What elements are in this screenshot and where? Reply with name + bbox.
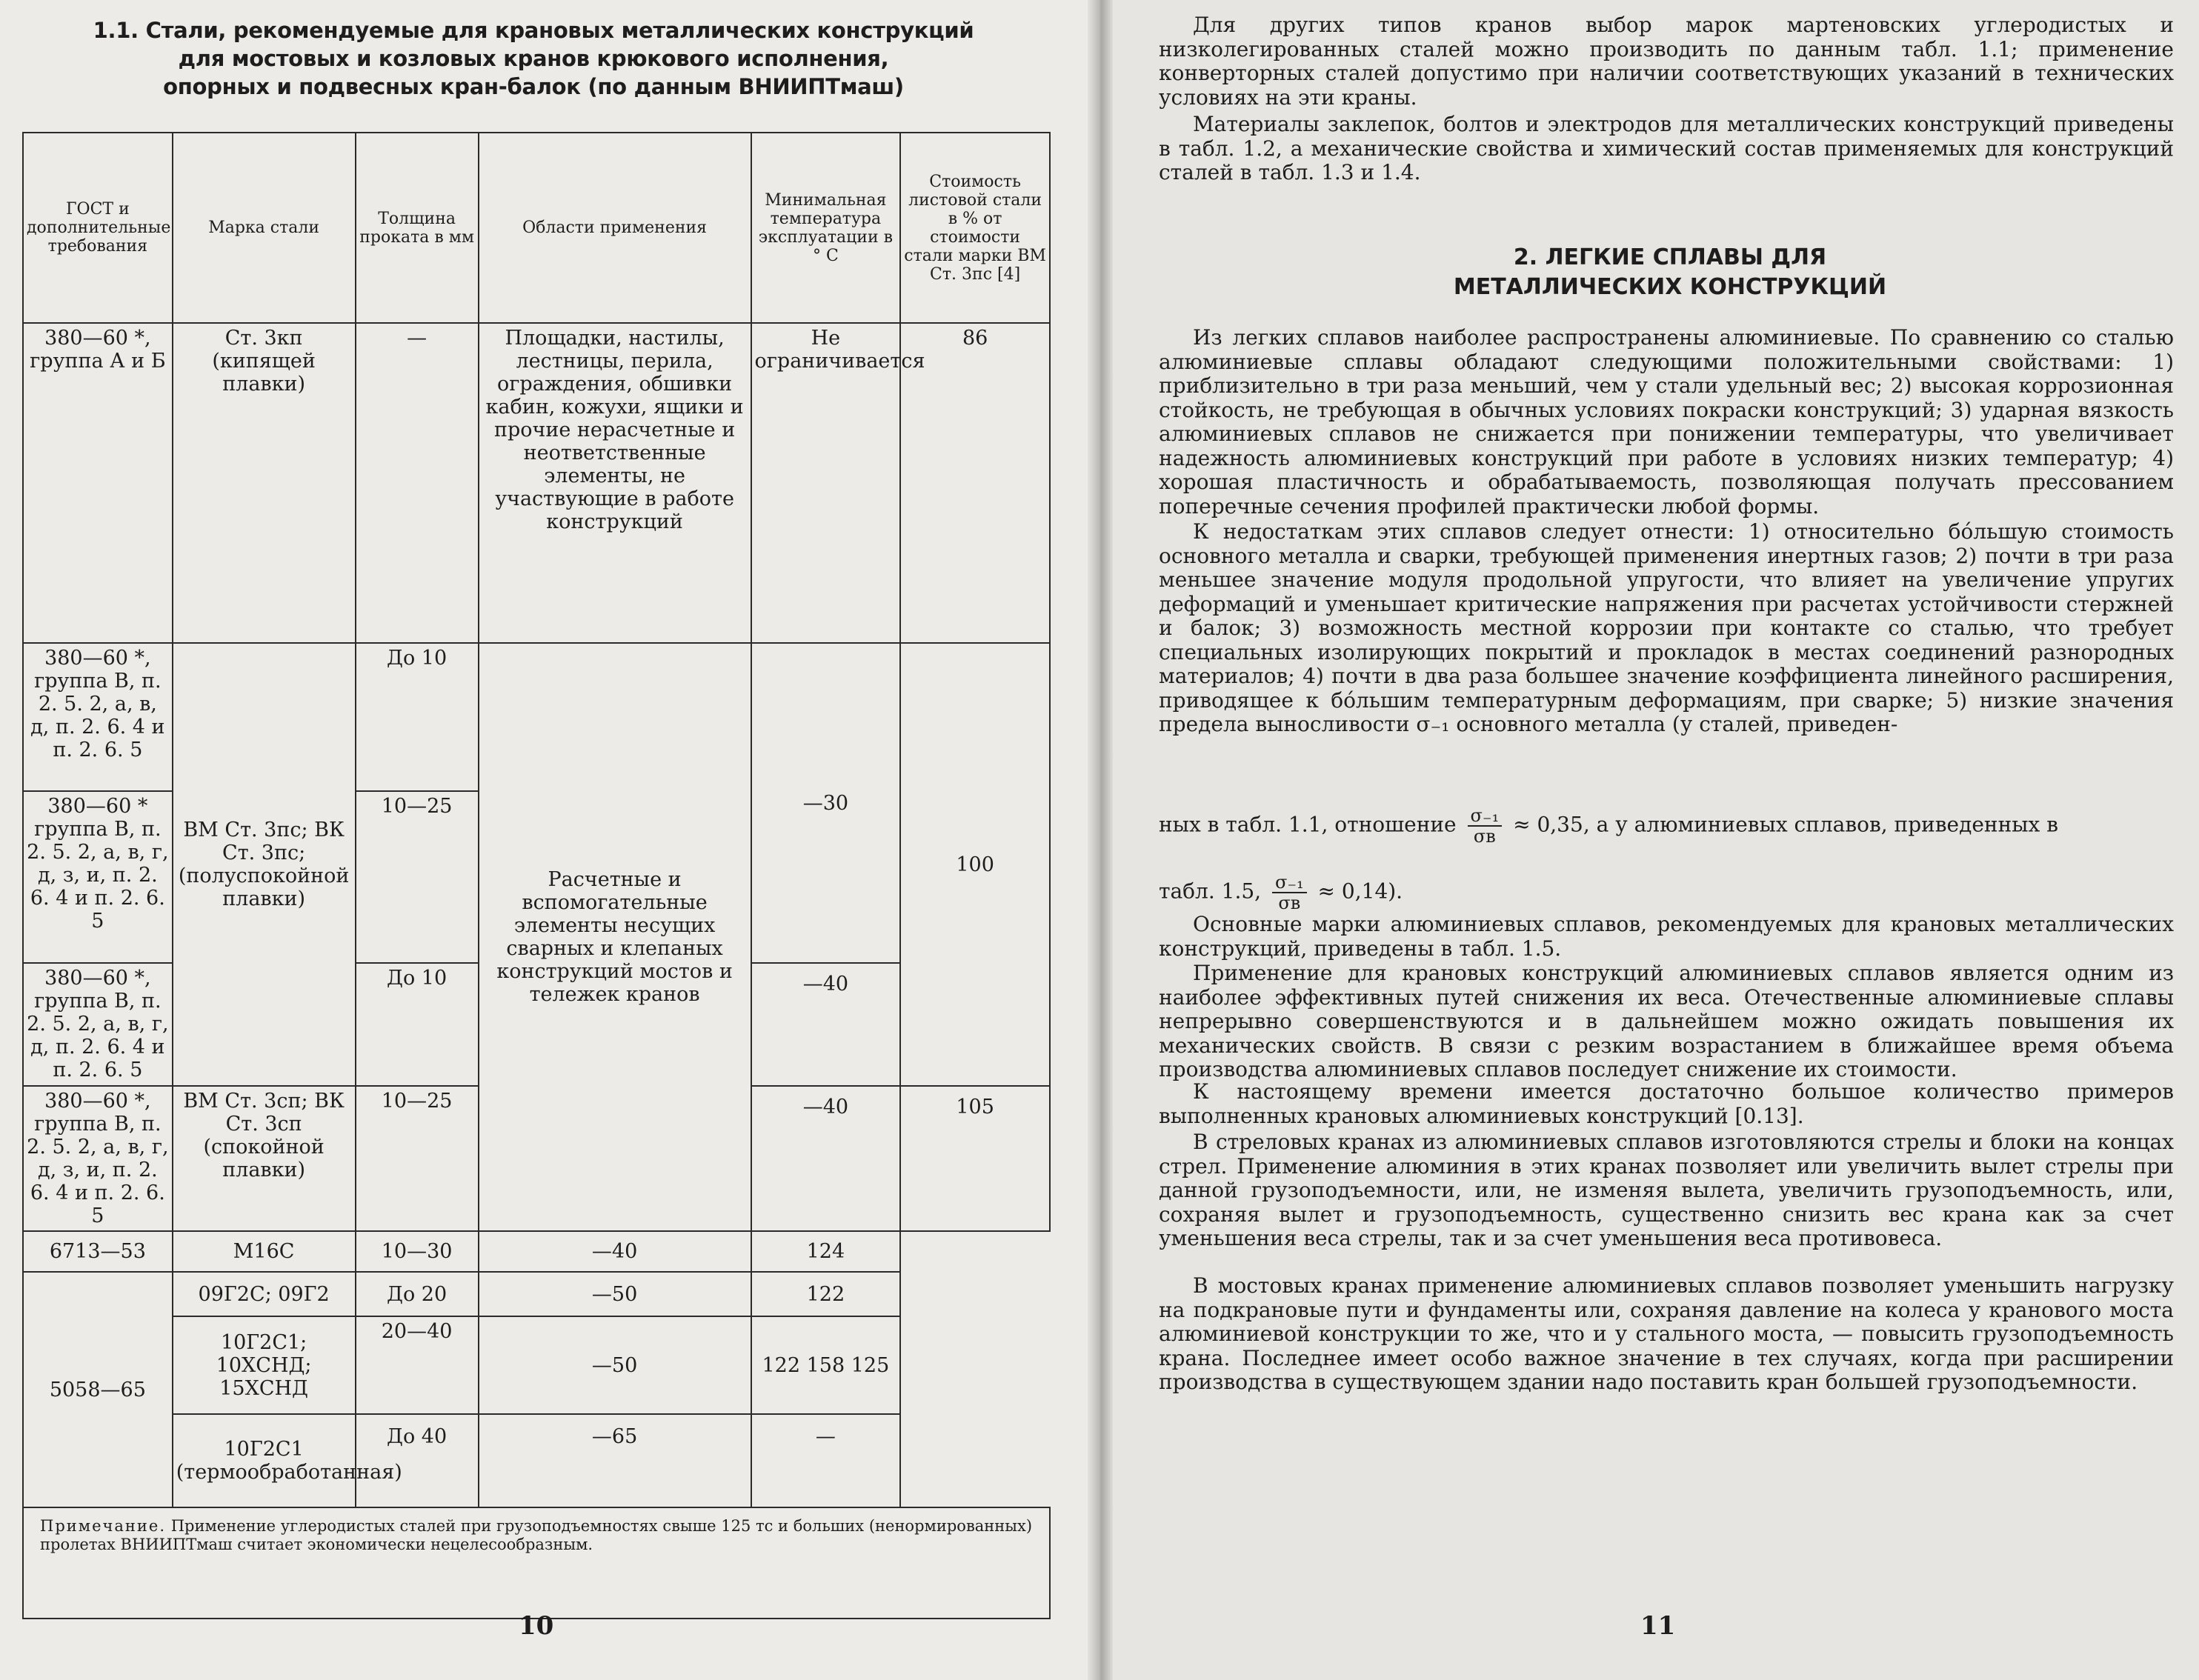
right-page [1100,0,2199,1680]
section-heading: 2. ЛЕГКИЕ СПЛАВЫ ДЛЯ МЕТАЛЛИЧЕСКИХ КОНСТРУКЦИЙ [1453,244,1887,300]
cell-thickness: 20—40 [356,1316,479,1414]
cell-thickness: 10—30 [356,1231,479,1272]
paragraph: Основные марки алюминиевых сплавов, рекомендуемых для крановых металлических конструкций, приведены в табл. 1.5. [1159,912,2174,961]
table-row [23,1231,1050,1272]
cell-grade: М16С [173,1231,356,1272]
paragraph: Применение для крановых конструкций алюминиевых сплавов является одним из наиболее эффективных путей снижения их веса. Отечественные алюминиевые сплавы непрерывно совершенствуются и в дальнейшем можно ожидать повышения их механических свойств. В связи с резким возрастанием в ближайшее время объема производства алюминиевых сплавов последует снижение их стоимости. [1159,961,2174,1081]
paragraph: В стреловых кранах из алюминиевых сплавов изготовляются стрелы и блоки на концах стрел. Применение алюминия в этих кранах позволяет или увеличить вылет стрелы при данной грузоподъемности, или, не изменяя вылета, увеличить грузоподъемность, или, сохраняя вылет и грузоподъемность, существенно снизить вес крана как за счет уменьшения веса стрелы, так и за счет уменьшения веса противовеса. [1159,1130,2174,1250]
paragraph: К настоящему времени имеется достаточно большое количество примеров выполненных крановых алюминиевых конструкций [0.13]. [1159,1079,2174,1128]
cell-thickness: До 10 [356,643,479,791]
note-label: Примечание. [40,1517,167,1535]
cell-grade: ВМ Ст. 3сп; ВК Ст. 3сп (спокойной плавки) [173,1086,356,1231]
cell-thickness: До 40 [356,1414,479,1507]
fraction-numerator: σ₋₁ [1272,873,1307,893]
paragraph: К недостаткам этих сплавов следует отнести: 1) относительно бóльшую стоимость основного металла и сварки, требующей применения инертных газов; 2) почти в три раза меньшее значение модуля продольной упругости, что влияет на увеличение упругих деформаций и уменьшает критические напряжения при расчетах устойчивости стержней и балок; 3) возможность местной коррозии при контакте со сталью, что требует специальных изолирующих покрытий и прокладок в местах соединений разнородных материалов; 4) почти в два раза большее значение коэффициента линейного расширения, приводящее к бóльшим температурным деформациям, при сварке; 5) низкие значения предела выносливости σ₋₁ основного металла (у сталей, приведен- [1159,519,2174,736]
page-number: 11 [1640,1611,1676,1641]
cell-grade: ВМ Ст. 3пс; ВК Ст. 3пс; (полуспокойной плавки) [173,643,356,1086]
steel-grades-table [22,132,1051,1619]
cell-min-temp: —40 [751,1086,901,1231]
table-row [23,1414,1050,1507]
cell-cost: 122 158 125 [751,1316,901,1414]
cell-cost: 122 [751,1272,901,1316]
formula-text: ных в табл. 1.1, отношение [1159,812,1457,837]
table-note [23,1507,1050,1619]
book-gutter [1088,0,1113,1680]
cell-min-temp: —40 [751,963,901,1086]
note-row [23,1507,1050,1619]
fraction-numerator: σ₋₁ [1468,806,1503,827]
cell-cost: 124 [751,1231,901,1272]
header-grade: Марка стали [173,133,356,323]
cell-min-temp: —40 [479,1231,751,1272]
formula-line [1159,806,2058,846]
cell-min-temp: Не ограничивается [751,323,901,643]
cell-thickness: 10—25 [356,1086,479,1231]
cell-gost: 5058—65 [23,1272,173,1507]
cell-application: Площадки, настилы, лестницы, перила, ограждения, обшивки кабин, кожухи, ящики и прочие нерасчетные и неответственные элементы, не участвующие в работе конструкций [479,323,751,643]
header-thickness: Толщина проката в мм [356,133,479,323]
cell-gost: 380—60 * группа В, п. 2. 5. 2, а, в, г, д, з, и, п. 2. 6. 4 и п. 2. 6. 5 [23,791,173,963]
cell-gost: 380—60 *, группа В, п. 2. 5. 2, а, в, г, д, п. 2. 6. 4 и п. 2. 6. 5 [23,963,173,1086]
table-title-line: для мостовых и козловых кранов крюкового исполнения, [178,46,889,71]
cell-grade: 10Г2С1; 10ХСНД; 15ХСНД [173,1316,356,1414]
formula-line [1159,873,1403,913]
note-text: Применение углеродистых сталей при грузоподъемностях свыше 125 тс и больших (ненормированных) пролетах ВНИИПТмаш считает экономически нецелесообразным. [40,1517,1033,1553]
fraction-sigma-ratio [1468,806,1503,846]
table-row [23,643,1050,791]
paragraph: В мостовых кранах применение алюминиевых сплавов позволяет уменьшить нагрузку на подкрановые пути и фундаменты или, сохраняя давление на колеса у кранового моста алюминиевой конструкции то же, что и у стального моста, — повысить грузоподъемность крана. Последнее имеет особо важное значение в тех случаях, когда при расширении производства в существующем здании надо поставить кран большей грузоподъемности. [1159,1273,2174,1394]
header-cost: Стоимость листовой стали в % от стоимости стали марки ВМ Ст. 3пс [4] [900,133,1050,323]
cell-min-temp: —30 [751,643,901,963]
fraction-denominator: σв [1473,826,1496,847]
header-min-temp: Минимальная температура эксплуатации в ° С [751,133,901,323]
formula-text: ≈ 0,14). [1317,879,1403,904]
cell-gost: 380—60 *, группа А и Б [23,323,173,643]
page-number: 10 [519,1611,554,1641]
table-title [52,16,1015,101]
header-gost: ГОСТ и дополнительные требования [23,133,173,323]
table-row [23,1316,1050,1414]
cell-cost: — [751,1414,901,1507]
cell-thickness: 10—25 [356,791,479,963]
formula-text: табл. 1.5, [1159,879,1262,904]
paragraph: Для других типов кранов выбор марок мартеновских углеродистых и низколегированных сталей можно производить по данным табл. 1.1; применение конверторных сталей допустимо при наличии соответствующих указаний в технических условиях на эти краны. [1159,13,2174,110]
cell-gost: 380—60 *, группа В, п. 2. 5. 2, а, в, г, д, з, и, п. 2. 6. 4 и п. 2. 6. 5 [23,1086,173,1231]
cell-grade: Ст. 3кп (кипящей плавки) [173,323,356,643]
cell-cost: 86 [900,323,1050,643]
cell-thickness: — [356,323,479,643]
fraction-sigma-ratio [1272,873,1307,913]
fraction-denominator: σв [1278,893,1301,913]
cell-cost: 105 [900,1086,1050,1231]
header-application: Области применения [479,133,751,323]
cell-thickness: До 10 [356,963,479,1086]
cell-gost: 6713—53 [23,1231,173,1272]
table-title-line: опорных и подвесных кран-балок (по данным ВНИИПТмаш) [163,74,904,99]
table-title-line: 1.1. Стали, рекомендуемые для крановых металлических конструкций [93,18,974,43]
cell-gost: 380—60 *, группа В, п. 2. 5. 2, а, в, д, п. 2. 6. 4 и п. 2. 6. 5 [23,643,173,791]
cell-min-temp: —50 [479,1316,751,1414]
table-header-row [23,133,1050,323]
cell-grade: 09Г2С; 09Г2 [173,1272,356,1316]
paragraph: Из легких сплавов наиболее распространены алюминиевые. По сравнению со сталью алюминиевые сплавы обладают следующими положительными свойствами: 1) приблизительно в три раза меньший, чем у стали удельный вес; 2) высокая коррозионная стойкость, не требующая в обычных условиях покраски конструкций; 3) ударная вязкость алюминиевых сплавов не снижается при понижении температуры, что увеличивает надежность алюминиевых конструкций при работе в условиях низких температур; 4) хорошая пластичность и обрабатываемость, позволяющая получать прессованием поперечные сечения профилей практически любой формы. [1159,325,2174,519]
formula-text: ≈ 0,35, а у алюминиевых сплавов, приведенных в [1513,812,2058,837]
cell-min-temp: —50 [479,1272,751,1316]
cell-thickness: До 20 [356,1272,479,1316]
cell-grade: 10Г2С1 (термообработанная) [173,1414,356,1507]
table-row [23,1272,1050,1316]
cell-min-temp: —65 [479,1414,751,1507]
cell-application: Расчетные и вспомогательные элементы несущих сварных и клепаных конструкций мостов и тележек кранов [479,643,751,1231]
paragraph: Материалы заклепок, болтов и электродов для металлических конструкций приведены в табл. 1.2, а механические свойства и химический состав применяемых для конструкций сталей в табл. 1.3 и 1.4. [1159,112,2174,184]
cell-cost: 100 [900,643,1050,1086]
table-row [23,323,1050,643]
